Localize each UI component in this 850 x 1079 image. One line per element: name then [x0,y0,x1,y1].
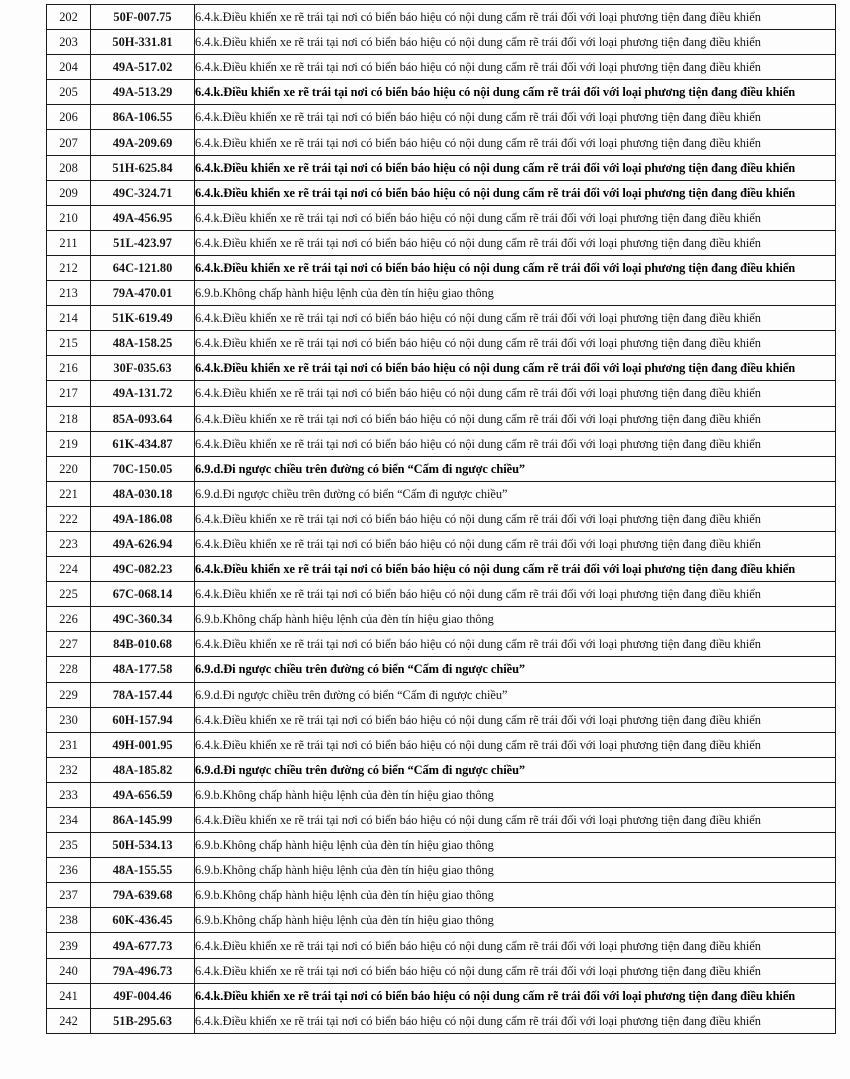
license-plate-cell: 84B-010.68 [91,632,195,657]
violation-description-cell: 6.4.k.Điều khiển xe rẽ trái tại nơi có biển báo hiệu có nội dung cấm rẽ trái đối với loại phương tiện đang điều khiển [195,406,836,431]
license-plate-cell: 49A-677.73 [91,933,195,958]
license-plate-cell: 48A-030.18 [91,481,195,506]
violation-description-cell: 6.4.k.Điều khiển xe rẽ trái tại nơi có biển báo hiệu có nội dung cấm rẽ trái đối với loại phương tiện đang điều khiển [195,230,836,255]
violation-description-cell: 6.9.b.Không chấp hành hiệu lệnh của đèn tín hiệu giao thông [195,281,836,306]
table-row [47,883,836,908]
violation-description-cell: 6.9.b.Không chấp hành hiệu lệnh của đèn tín hiệu giao thông [195,833,836,858]
license-plate-cell: 50F-007.75 [91,5,195,30]
license-plate-cell: 60H-157.94 [91,707,195,732]
violation-description-cell: 6.4.k.Điều khiển xe rẽ trái tại nơi có biển báo hiệu có nội dung cấm rẽ trái đối với loại phương tiện đang điều khiển [195,582,836,607]
row-number-cell: 237 [47,883,91,908]
table-row [47,632,836,657]
license-plate-cell: 51L-423.97 [91,230,195,255]
violation-description-cell: 6.4.k.Điều khiển xe rẽ trái tại nơi có biển báo hiệu có nội dung cấm rẽ trái đối với loại phương tiện đang điều khiển [195,205,836,230]
violation-description-cell: 6.4.k.Điều khiển xe rẽ trái tại nơi có biển báo hiệu có nội dung cấm rẽ trái đối với loại phương tiện đang điều khiển [195,155,836,180]
row-number-cell: 220 [47,456,91,481]
table-row [47,858,836,883]
license-plate-cell: 49C-324.71 [91,180,195,205]
row-number-cell: 221 [47,481,91,506]
license-plate-cell: 49A-209.69 [91,130,195,155]
row-number-cell: 211 [47,230,91,255]
license-plate-cell: 86A-145.99 [91,808,195,833]
violation-description-cell: 6.9.d.Đi ngược chiều trên đường có biển “Cấm đi ngược chiều” [195,682,836,707]
row-number-cell: 234 [47,808,91,833]
row-number-cell: 212 [47,255,91,280]
license-plate-cell: 49A-513.29 [91,80,195,105]
row-number-cell: 207 [47,130,91,155]
table-row [47,607,836,632]
row-number-cell: 242 [47,1008,91,1033]
license-plate-cell: 60K-436.45 [91,908,195,933]
license-plate-cell: 49A-456.95 [91,205,195,230]
license-plate-cell: 49C-082.23 [91,557,195,582]
violation-description-cell: 6.4.k.Điều khiển xe rẽ trái tại nơi có biển báo hiệu có nội dung cấm rẽ trái đối với loại phương tiện đang điều khiển [195,531,836,556]
license-plate-cell: 61K-434.87 [91,431,195,456]
row-number-cell: 204 [47,55,91,80]
table-row [47,381,836,406]
license-plate-cell: 79A-470.01 [91,281,195,306]
license-plate-cell: 85A-093.64 [91,406,195,431]
license-plate-cell: 51B-295.63 [91,1008,195,1033]
row-number-cell: 206 [47,105,91,130]
row-number-cell: 231 [47,732,91,757]
row-number-cell: 223 [47,531,91,556]
table-row [47,506,836,531]
license-plate-cell: 50H-331.81 [91,30,195,55]
table-row [47,356,836,381]
violation-description-cell: 6.9.b.Không chấp hành hiệu lệnh của đèn tín hiệu giao thông [195,858,836,883]
license-plate-cell: 49A-626.94 [91,531,195,556]
table-row [47,431,836,456]
license-plate-cell: 67C-068.14 [91,582,195,607]
violation-description-cell: 6.9.d.Đi ngược chiều trên đường có biển “Cấm đi ngược chiều” [195,657,836,682]
row-number-cell: 239 [47,933,91,958]
row-number-cell: 214 [47,306,91,331]
violation-description-cell: 6.4.k.Điều khiển xe rẽ trái tại nơi có biển báo hiệu có nội dung cấm rẽ trái đối với loại phương tiện đang điều khiển [195,105,836,130]
violation-description-cell: 6.9.b.Không chấp hành hiệu lệnh của đèn tín hiệu giao thông [195,782,836,807]
violation-description-cell: 6.9.d.Đi ngược chiều trên đường có biển “Cấm đi ngược chiều” [195,456,836,481]
table-row [47,281,836,306]
license-plate-cell: 49H-001.95 [91,732,195,757]
table-row [47,732,836,757]
license-plate-cell: 78A-157.44 [91,682,195,707]
table-row [47,331,836,356]
violation-description-cell: 6.4.k.Điều khiển xe rẽ trái tại nơi có biển báo hiệu có nội dung cấm rẽ trái đối với loại phương tiện đang điều khiển [195,55,836,80]
license-plate-cell: 49A-131.72 [91,381,195,406]
table-row [47,557,836,582]
violation-table-body [47,5,836,1034]
violation-description-cell: 6.4.k.Điều khiển xe rẽ trái tại nơi có biển báo hiệu có nội dung cấm rẽ trái đối với loại phương tiện đang điều khiển [195,30,836,55]
license-plate-cell: 49F-004.46 [91,983,195,1008]
row-number-cell: 228 [47,657,91,682]
table-row [47,908,836,933]
row-number-cell: 218 [47,406,91,431]
violation-description-cell: 6.9.d.Đi ngược chiều trên đường có biển “Cấm đi ngược chiều” [195,757,836,782]
table-row [47,531,836,556]
violation-description-cell: 6.4.k.Điều khiển xe rẽ trái tại nơi có biển báo hiệu có nội dung cấm rẽ trái đối với loại phương tiện đang điều khiển [195,557,836,582]
table-row [47,782,836,807]
row-number-cell: 233 [47,782,91,807]
table-row [47,682,836,707]
license-plate-cell: 49C-360.34 [91,607,195,632]
violation-description-cell: 6.4.k.Điều khiển xe rẽ trái tại nơi có biển báo hiệu có nội dung cấm rẽ trái đối với loại phương tiện đang điều khiển [195,381,836,406]
table-row [47,255,836,280]
table-row [47,130,836,155]
table-row [47,180,836,205]
table-row [47,933,836,958]
row-number-cell: 222 [47,506,91,531]
license-plate-cell: 51H-625.84 [91,155,195,180]
table-row [47,205,836,230]
row-number-cell: 230 [47,707,91,732]
table-row [47,1008,836,1033]
violation-description-cell: 6.4.k.Điều khiển xe rẽ trái tại nơi có biển báo hiệu có nội dung cấm rẽ trái đối với loại phương tiện đang điều khiển [195,506,836,531]
table-row [47,55,836,80]
row-number-cell: 202 [47,5,91,30]
violation-description-cell: 6.9.b.Không chấp hành hiệu lệnh của đèn tín hiệu giao thông [195,883,836,908]
license-plate-cell: 49A-656.59 [91,782,195,807]
row-number-cell: 227 [47,632,91,657]
table-row [47,30,836,55]
license-plate-cell: 30F-035.63 [91,356,195,381]
violation-description-cell: 6.4.k.Điều khiển xe rẽ trái tại nơi có biển báo hiệu có nội dung cấm rẽ trái đối với loại phương tiện đang điều khiển [195,632,836,657]
row-number-cell: 210 [47,205,91,230]
license-plate-cell: 49A-517.02 [91,55,195,80]
table-row [47,230,836,255]
table-row [47,983,836,1008]
violation-description-cell: 6.4.k.Điều khiển xe rẽ trái tại nơi có biển báo hiệu có nội dung cấm rẽ trái đối với loại phương tiện đang điều khiển [195,5,836,30]
row-number-cell: 226 [47,607,91,632]
license-plate-cell: 50H-534.13 [91,833,195,858]
violation-description-cell: 6.4.k.Điều khiển xe rẽ trái tại nơi có biển báo hiệu có nội dung cấm rẽ trái đối với loại phương tiện đang điều khiển [195,431,836,456]
license-plate-cell: 48A-158.25 [91,331,195,356]
violation-description-cell: 6.4.k.Điều khiển xe rẽ trái tại nơi có biển báo hiệu có nội dung cấm rẽ trái đối với loại phương tiện đang điều khiển [195,180,836,205]
license-plate-cell: 49A-186.08 [91,506,195,531]
violation-table [46,4,836,1034]
violation-description-cell: 6.4.k.Điều khiển xe rẽ trái tại nơi có biển báo hiệu có nội dung cấm rẽ trái đối với loại phương tiện đang điều khiển [195,732,836,757]
table-row [47,105,836,130]
violation-description-cell: 6.4.k.Điều khiển xe rẽ trái tại nơi có biển báo hiệu có nội dung cấm rẽ trái đối với loại phương tiện đang điều khiển [195,130,836,155]
row-number-cell: 238 [47,908,91,933]
violation-description-cell: 6.9.b.Không chấp hành hiệu lệnh của đèn tín hiệu giao thông [195,908,836,933]
violation-description-cell: 6.9.b.Không chấp hành hiệu lệnh của đèn tín hiệu giao thông [195,607,836,632]
table-row [47,657,836,682]
license-plate-cell: 64C-121.80 [91,255,195,280]
row-number-cell: 215 [47,331,91,356]
violation-description-cell: 6.4.k.Điều khiển xe rẽ trái tại nơi có biển báo hiệu có nội dung cấm rẽ trái đối với loại phương tiện đang điều khiển [195,1008,836,1033]
row-number-cell: 240 [47,958,91,983]
table-row [47,707,836,732]
violation-description-cell: 6.4.k.Điều khiển xe rẽ trái tại nơi có biển báo hiệu có nội dung cấm rẽ trái đối với loại phương tiện đang điều khiển [195,958,836,983]
row-number-cell: 225 [47,582,91,607]
license-plate-cell: 51K-619.49 [91,306,195,331]
violation-description-cell: 6.4.k.Điều khiển xe rẽ trái tại nơi có biển báo hiệu có nội dung cấm rẽ trái đối với loại phương tiện đang điều khiển [195,983,836,1008]
table-row [47,582,836,607]
table-row [47,456,836,481]
row-number-cell: 235 [47,833,91,858]
row-number-cell: 209 [47,180,91,205]
table-row [47,155,836,180]
row-number-cell: 203 [47,30,91,55]
license-plate-cell: 86A-106.55 [91,105,195,130]
row-number-cell: 219 [47,431,91,456]
row-number-cell: 229 [47,682,91,707]
row-number-cell: 205 [47,80,91,105]
row-number-cell: 236 [47,858,91,883]
row-number-cell: 224 [47,557,91,582]
table-row [47,808,836,833]
violation-description-cell: 6.4.k.Điều khiển xe rẽ trái tại nơi có biển báo hiệu có nội dung cấm rẽ trái đối với loại phương tiện đang điều khiển [195,356,836,381]
row-number-cell: 208 [47,155,91,180]
row-number-cell: 213 [47,281,91,306]
table-row [47,80,836,105]
row-number-cell: 241 [47,983,91,1008]
violation-description-cell: 6.4.k.Điều khiển xe rẽ trái tại nơi có biển báo hiệu có nội dung cấm rẽ trái đối với loại phương tiện đang điều khiển [195,331,836,356]
violation-description-cell: 6.4.k.Điều khiển xe rẽ trái tại nơi có biển báo hiệu có nội dung cấm rẽ trái đối với loại phương tiện đang điều khiển [195,255,836,280]
table-row [47,5,836,30]
row-number-cell: 232 [47,757,91,782]
table-row [47,406,836,431]
license-plate-cell: 70C-150.05 [91,456,195,481]
license-plate-cell: 48A-185.82 [91,757,195,782]
table-row [47,757,836,782]
license-plate-cell: 79A-639.68 [91,883,195,908]
violation-description-cell: 6.4.k.Điều khiển xe rẽ trái tại nơi có biển báo hiệu có nội dung cấm rẽ trái đối với loại phương tiện đang điều khiển [195,306,836,331]
violation-description-cell: 6.4.k.Điều khiển xe rẽ trái tại nơi có biển báo hiệu có nội dung cấm rẽ trái đối với loại phương tiện đang điều khiển [195,933,836,958]
violation-description-cell: 6.9.d.Đi ngược chiều trên đường có biển “Cấm đi ngược chiều” [195,481,836,506]
license-plate-cell: 79A-496.73 [91,958,195,983]
license-plate-cell: 48A-177.58 [91,657,195,682]
table-row [47,833,836,858]
violation-description-cell: 6.4.k.Điều khiển xe rẽ trái tại nơi có biển báo hiệu có nội dung cấm rẽ trái đối với loại phương tiện đang điều khiển [195,707,836,732]
violation-description-cell: 6.4.k.Điều khiển xe rẽ trái tại nơi có biển báo hiệu có nội dung cấm rẽ trái đối với loại phương tiện đang điều khiển [195,808,836,833]
table-row [47,481,836,506]
violation-description-cell: 6.4.k.Điều khiển xe rẽ trái tại nơi có biển báo hiệu có nội dung cấm rẽ trái đối với loại phương tiện đang điều khiển [195,80,836,105]
row-number-cell: 217 [47,381,91,406]
row-number-cell: 216 [47,356,91,381]
license-plate-cell: 48A-155.55 [91,858,195,883]
table-row [47,958,836,983]
table-row [47,306,836,331]
